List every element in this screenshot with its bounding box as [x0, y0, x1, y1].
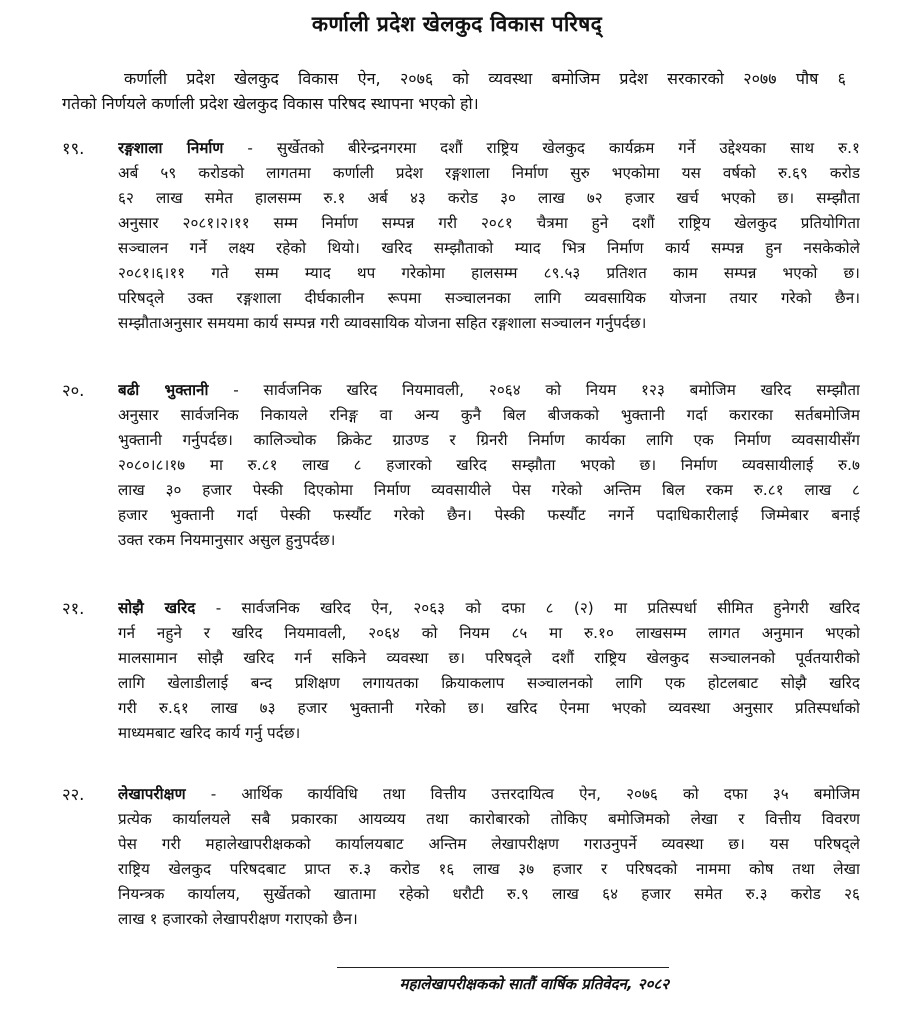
- item-line: प्रत्येक कार्यालयले सबै प्रकारका आयव्यय तथा कारोबारको तोकिए बमोजिमको लेखा र वित्तीय विवरण: [118, 810, 860, 828]
- intro-line: कर्णाली प्रदेश खेलकुद विकास ऐन, २०७६ को व्यवस्था बमोजिम प्रदेश सरकारको २०७७ पौष ६: [124, 69, 846, 88]
- audit-item-22: [62, 782, 860, 932]
- audit-item-19: [62, 136, 860, 336]
- item-first-text: - सार्वजनिक खरिद ऐन, २०६३ को दफा ८ (२) मा प्रतिस्पर्धा सीमित हुनेगरी खरिद: [195, 599, 860, 617]
- item-line: २०८०।८।१७ मा रु.८१ लाख ८ हजारको खरिद सम्झौता भएको छ। निर्माण व्यवसायीलाई रु.७: [118, 456, 860, 474]
- item-line: पेस गरी महालेखापरीक्षकको कार्यालयबाट अन्तिम लेखापरीक्षण गराउनुपर्ने व्यवस्था छ। यस परिषद्ले: [118, 835, 860, 853]
- item-line: अनुसार सार्वजनिक निकायले रनिङ्ग वा अन्य कुनै बिल बीजकको भुक्तानी गर्दा करारका सर्तबमोजिम: [118, 406, 860, 424]
- item-heading: बढी भुक्तानी: [118, 381, 209, 399]
- item-line: माध्यमबाट खरिद कार्य गर्नु पर्दछ।: [118, 724, 301, 742]
- audit-item-21: [62, 596, 860, 746]
- item-line: गर्न नहुने र खरिद नियमावली, २०६४ को नियम ८५ मा रु.१० लाखसम्म लागत अनुमान भएको: [118, 624, 860, 642]
- item-first-line: [118, 136, 860, 161]
- item-line: उक्त रकम नियमानुसार असुल हुनुपर्दछ।: [118, 531, 336, 549]
- item-first-line: [118, 378, 860, 403]
- footer-divider: [337, 967, 669, 968]
- item-first-text: - आर्थिक कार्यविधि तथा वित्तीय उत्तरदायित्व ऐन, २०७६ को दफा ३५ बमोजिम: [185, 785, 860, 803]
- item-line: लाख १ हजारको लेखापरीक्षण गराएको छैन।: [118, 910, 358, 928]
- item-line: २०८१।६।११ गते सम्म म्याद थप गरेकोमा हालसम्म ८९.५३ प्रतिशत काम सम्पन्न भएको छ।: [118, 264, 860, 282]
- item-line: सम्झौताअनुसार समयमा कार्य सम्पन्न गरी व्यावसायिक योजना सहित रङ्गशाला सञ्चालन गर्नुपर्दछ।: [118, 314, 647, 332]
- item-first-line: [118, 596, 860, 621]
- item-body: [118, 378, 860, 553]
- item-heading: लेखापरीक्षण: [118, 785, 186, 803]
- intro-paragraph: [62, 66, 846, 116]
- item-line: ६२ लाख समेत हालसम्म रु.१ अर्ब ४३ करोड ३० लाख ७२ हजार खर्च भएको छ। सम्झौता: [118, 189, 860, 207]
- item-heading: रङ्गशाला निर्माण: [118, 139, 224, 157]
- item-first-line: [118, 782, 860, 807]
- item-line: मालसामान सोझै खरिद गर्न सकिने व्यवस्था छ। परिषद्ले दशौं राष्ट्रिय खेलकुद सञ्चालनको पूर्वतयारीको: [118, 649, 860, 667]
- item-line: अर्ब ५९ करोडको लागतमा कर्णाली प्रदेश रङ्गशाला निर्माण सुरु भएकोमा यस वर्षको रु.६९ करोड: [118, 164, 860, 182]
- item-line: राष्ट्रिय खेलकुद परिषदबाट प्राप्त रु.३ करोड १६ लाख ३७ हजार र परिषदको नाममा कोष तथा लेखा: [118, 860, 860, 878]
- audit-item-20: [62, 378, 860, 553]
- intro-line: गतेको निर्णयले कर्णाली प्रदेश खेलकुद विकास परिषद स्थापना भएको हो।: [62, 94, 479, 113]
- item-line: भुक्तानी गर्नुपर्दछ। कालिञ्चोक क्रिकेट ग्राउण्ड र ग्रिनरी निर्माण कार्यका लागि एक निर्माण व्यवसायीसँग: [118, 431, 860, 449]
- item-line: हजार भुक्तानी गर्दा पेस्की फर्स्यौट गरेको छैन। पेस्की फर्स्यौट नगर्ने पदाधिकारीलाई जिम्मेबार बनाई: [118, 506, 860, 524]
- item-first-text: - सार्वजनिक खरिद नियमावली, २०६४ को नियम १२३ बमोजिम खरिद सम्झौता: [208, 381, 860, 399]
- page-title: कर्णाली प्रदेश खेलकुद विकास परिषद्: [311, 12, 603, 36]
- item-body: [118, 596, 860, 746]
- item-line: लागि खेलाडीलाई बन्द प्रशिक्षण लगायतका क्रियाकलाप सञ्चालनको लागि एक होटलबाट सोझै खरिद: [118, 674, 860, 692]
- item-line: अनुसार २०८१।२।११ सम्म निर्माण सम्पन्न गरी २०८१ चैत्रमा हुने दशौं राष्ट्रिय खेलकुद प्रतियोगिता: [118, 214, 860, 232]
- item-number: २२.: [62, 785, 85, 804]
- item-number: २१.: [62, 599, 85, 618]
- item-body: [118, 782, 860, 932]
- item-number: १९.: [62, 139, 85, 158]
- item-line: लाख ३० हजार पेस्की दिएकोमा निर्माण व्यवसायीले पेस गरेको अन्तिम बिल रकम रु.८१ लाख ८: [118, 481, 860, 499]
- item-heading: सोझै खरिद: [118, 599, 196, 617]
- item-number: २०.: [62, 381, 85, 400]
- item-line: सञ्चालन गर्ने लक्ष्य रहेको थियो। खरिद सम्झौताको म्याद भित्र निर्माण कार्य सम्पन्न हुन नसकेकोले: [118, 239, 860, 257]
- item-first-text: - सुर्खेतको बीरेन्द्रनगरमा दशौं राष्ट्रिय खेलकुद कार्यक्रम गर्ने उद्देश्यका साथ रु.१: [223, 139, 860, 157]
- footer-caption: महालेखापरीक्षकको सातौं वार्षिक प्रतिवेदन, २०८२: [399, 975, 669, 993]
- item-body: [118, 136, 860, 336]
- item-line: गरी रु.६१ लाख ७३ हजार भुक्तानी गरेको छ। खरिद ऐनमा भएको व्यवस्था अनुसार प्रतिस्पर्धाको: [118, 699, 860, 717]
- item-line: नियन्त्रक कार्यालय, सुर्खेतको खातामा रहेको धरौटी रु.९ लाख ६४ हजार समेत रु.३ करोड २६: [118, 885, 860, 903]
- item-line: परिषद्ले उक्त रङ्गशाला दीर्घकालीन रूपमा सञ्चालनका लागि व्यवसायिक योजना तयार गरेको छैन।: [118, 289, 860, 307]
